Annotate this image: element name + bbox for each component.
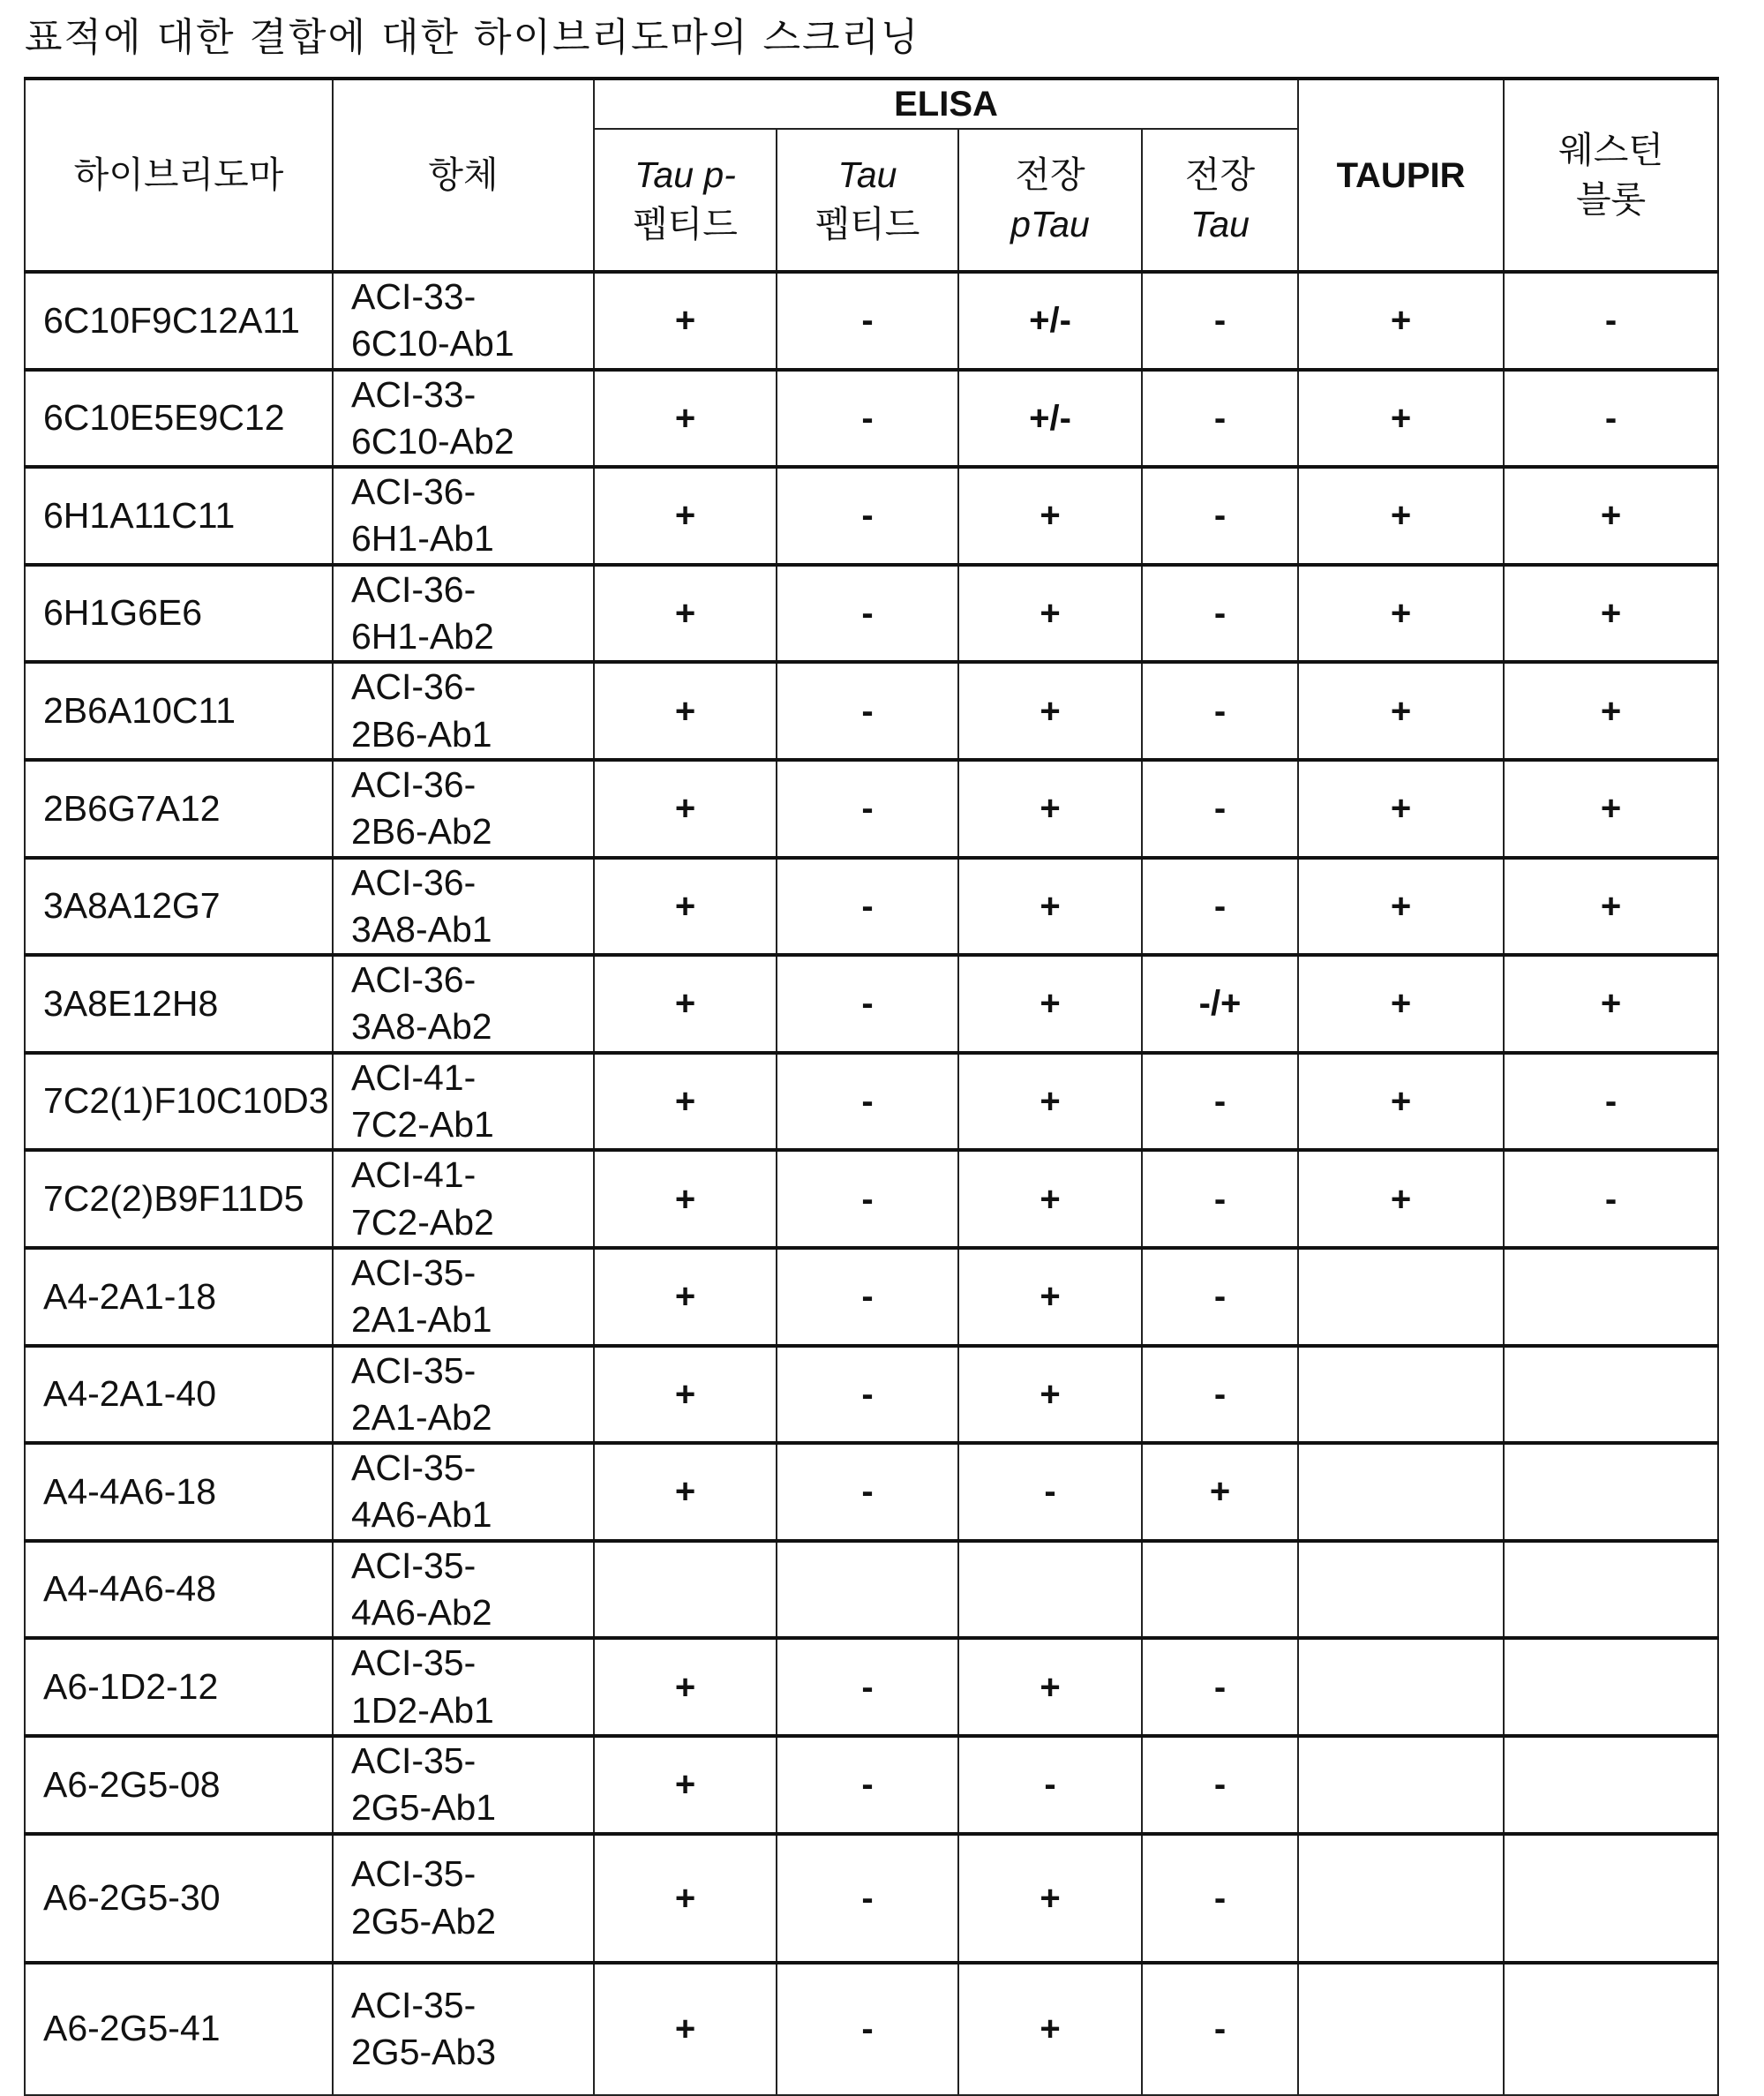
- result-cell: +: [594, 565, 777, 663]
- header-elisa-sub-3: [1142, 129, 1298, 272]
- result-cell: +: [594, 662, 777, 760]
- hybridoma-cell: 3A8E12H8: [25, 955, 333, 1053]
- result-cell: +: [594, 370, 777, 468]
- result-cell: -: [777, 1638, 958, 1736]
- result-cell: +: [1504, 955, 1718, 1053]
- hybridoma-cell: 7C2(2)B9F11D5: [25, 1150, 333, 1248]
- antibody-cell: [333, 1150, 594, 1248]
- result-cell: +: [594, 1346, 777, 1444]
- header-western-line2: 블롯: [1576, 179, 1646, 220]
- antibody-line2: 2B6-Ab2: [351, 811, 492, 852]
- antibody-line1: ACI-36-: [351, 959, 476, 1000]
- result-cell: -: [777, 1736, 958, 1834]
- header-sub-line2: pTau: [1010, 204, 1090, 244]
- result-cell: +: [594, 760, 777, 858]
- hybridoma-cell: 2B6A10C11: [25, 662, 333, 760]
- result-cell: -: [777, 272, 958, 370]
- table-row: [25, 1443, 1718, 1541]
- antibody-line1: ACI-36-: [351, 471, 476, 512]
- result-cell: -: [1142, 370, 1298, 468]
- result-cell: [1298, 1638, 1504, 1736]
- result-cell: +: [958, 955, 1142, 1053]
- hybridoma-cell: 2B6G7A12: [25, 760, 333, 858]
- header-elisa: ELISA: [594, 79, 1298, 129]
- antibody-line1: ACI-41-: [351, 1057, 476, 1098]
- result-cell: -: [777, 760, 958, 858]
- hybridoma-cell: A6-1D2-12: [25, 1638, 333, 1736]
- result-cell: -: [777, 1834, 958, 1963]
- header-sub-line2: 펩티드: [633, 204, 738, 244]
- result-cell: +: [958, 858, 1142, 956]
- result-cell: [1142, 1541, 1298, 1639]
- result-cell: -: [777, 1443, 958, 1541]
- result-cell: [1504, 1443, 1718, 1541]
- antibody-cell: [333, 370, 594, 468]
- antibody-line2: 2B6-Ab1: [351, 714, 492, 755]
- result-cell: -: [777, 858, 958, 956]
- antibody-line1: ACI-36-: [351, 862, 476, 903]
- result-cell: +: [594, 272, 777, 370]
- hybridoma-cell: A4-4A6-18: [25, 1443, 333, 1541]
- header-sub-line1: Tau p-: [634, 154, 736, 195]
- result-cell: +: [594, 1053, 777, 1151]
- result-cell: [1298, 1834, 1504, 1963]
- result-cell: -: [777, 565, 958, 663]
- table-row: [25, 1053, 1718, 1151]
- result-cell: -: [1142, 1053, 1298, 1151]
- result-cell: +: [1298, 272, 1504, 370]
- result-cell: -: [1142, 1346, 1298, 1444]
- antibody-cell: [333, 565, 594, 663]
- antibody-line2: 6C10-Ab1: [351, 323, 514, 364]
- result-cell: -: [1504, 1053, 1718, 1151]
- result-cell: +: [958, 1150, 1142, 1248]
- result-cell: +/-: [958, 370, 1142, 468]
- result-cell: [1298, 1541, 1504, 1639]
- result-cell: +: [958, 1963, 1142, 2095]
- result-cell: +: [958, 1834, 1142, 1963]
- result-cell: +: [1504, 858, 1718, 956]
- result-cell: -: [777, 1346, 958, 1444]
- header-antibody: 항체: [333, 79, 594, 272]
- result-cell: +: [594, 1150, 777, 1248]
- result-cell: +: [958, 1346, 1142, 1444]
- result-cell: +: [958, 760, 1142, 858]
- result-cell: -: [1142, 272, 1298, 370]
- result-cell: +: [1142, 1443, 1298, 1541]
- antibody-line2: 2G5-Ab3: [351, 2032, 496, 2072]
- result-cell: [1504, 1736, 1718, 1834]
- header-elisa-sub-1: [777, 129, 958, 272]
- hybridoma-cell: A6-2G5-08: [25, 1736, 333, 1834]
- result-cell: +: [958, 1248, 1142, 1346]
- result-cell: [594, 1541, 777, 1639]
- antibody-line2: 2G5-Ab1: [351, 1787, 496, 1828]
- result-cell: -: [958, 1736, 1142, 1834]
- result-cell: +: [958, 1638, 1142, 1736]
- antibody-line2: 6H1-Ab1: [351, 518, 494, 559]
- result-cell: +: [1504, 565, 1718, 663]
- hybridoma-cell: 7C2(1)F10C10D3: [25, 1053, 333, 1151]
- result-cell: -: [1142, 760, 1298, 858]
- result-cell: -: [1142, 1834, 1298, 1963]
- result-cell: -: [1504, 1150, 1718, 1248]
- result-cell: +: [958, 662, 1142, 760]
- result-cell: +: [594, 1736, 777, 1834]
- antibody-line2: 3A8-Ab1: [351, 909, 492, 950]
- result-cell: -: [777, 1963, 958, 2095]
- antibody-line2: 2G5-Ab2: [351, 1901, 496, 1942]
- antibody-line1: ACI-35-: [351, 1350, 476, 1391]
- result-cell: +: [594, 858, 777, 956]
- antibody-line1: ACI-35-: [351, 1447, 476, 1488]
- table-row: [25, 1150, 1718, 1248]
- antibody-line1: ACI-35-: [351, 1545, 476, 1586]
- table-row: [25, 1736, 1718, 1834]
- antibody-line2: 4A6-Ab1: [351, 1494, 492, 1535]
- result-cell: -: [777, 1150, 958, 1248]
- table-row: [25, 370, 1718, 468]
- page-title: 표적에 대한 결합에 대한 하이브리도마의 스크리닝: [25, 5, 920, 62]
- hybridoma-cell: A4-4A6-48: [25, 1541, 333, 1639]
- hybridoma-cell: 6C10E5E9C12: [25, 370, 333, 468]
- result-cell: [958, 1541, 1142, 1639]
- result-cell: +: [1298, 370, 1504, 468]
- result-cell: +: [958, 1053, 1142, 1151]
- result-cell: [1504, 1248, 1718, 1346]
- antibody-line2: 7C2-Ab1: [351, 1104, 494, 1145]
- antibody-cell: [333, 1638, 594, 1736]
- result-cell: +: [594, 1834, 777, 1963]
- result-cell: -: [1142, 467, 1298, 565]
- table-row: [25, 955, 1718, 1053]
- antibody-line1: ACI-35-: [351, 1740, 476, 1781]
- result-cell: -: [1142, 1248, 1298, 1346]
- antibody-cell: [333, 1346, 594, 1444]
- result-cell: -: [777, 662, 958, 760]
- antibody-cell: [333, 662, 594, 760]
- hybridoma-cell: 6H1G6E6: [25, 565, 333, 663]
- screening-table: [24, 77, 1719, 2096]
- result-cell: -: [777, 1248, 958, 1346]
- result-cell: +: [1504, 662, 1718, 760]
- antibody-cell: [333, 1541, 594, 1639]
- antibody-cell: [333, 1834, 594, 1963]
- result-cell: -: [1142, 858, 1298, 956]
- result-cell: +: [1298, 760, 1504, 858]
- result-cell: +: [1298, 662, 1504, 760]
- antibody-line1: ACI-36-: [351, 569, 476, 610]
- result-cell: [1298, 1248, 1504, 1346]
- hybridoma-cell: 6C10F9C12A11: [25, 272, 333, 370]
- result-cell: [1298, 1443, 1504, 1541]
- result-cell: -: [1142, 662, 1298, 760]
- result-cell: +: [594, 467, 777, 565]
- result-cell: -: [1142, 1638, 1298, 1736]
- antibody-cell: [333, 272, 594, 370]
- result-cell: +: [594, 1638, 777, 1736]
- hybridoma-cell: A4-2A1-40: [25, 1346, 333, 1444]
- result-cell: +: [1298, 955, 1504, 1053]
- antibody-line1: ACI-33-: [351, 276, 476, 317]
- result-cell: +: [1298, 565, 1504, 663]
- result-cell: -: [1504, 272, 1718, 370]
- result-cell: [777, 1541, 958, 1639]
- antibody-line2: 1D2-Ab1: [351, 1690, 494, 1731]
- table-row: [25, 1248, 1718, 1346]
- hybridoma-cell: 3A8A12G7: [25, 858, 333, 956]
- hybridoma-cell: A6-2G5-30: [25, 1834, 333, 1963]
- result-cell: -: [777, 955, 958, 1053]
- hybridoma-cell: A4-2A1-18: [25, 1248, 333, 1346]
- result-cell: [1504, 1834, 1718, 1963]
- antibody-line2: 2A1-Ab1: [351, 1299, 492, 1340]
- table-row: [25, 1834, 1718, 1963]
- antibody-line1: ACI-41-: [351, 1154, 476, 1195]
- result-cell: +: [1298, 1150, 1504, 1248]
- table-row: [25, 272, 1718, 370]
- result-cell: +: [1504, 760, 1718, 858]
- header-sub-line1: 전장: [1185, 154, 1255, 195]
- antibody-line1: ACI-36-: [351, 666, 476, 707]
- antibody-line2: 4A6-Ab2: [351, 1592, 492, 1633]
- antibody-line1: ACI-35-: [351, 1985, 476, 2025]
- antibody-line2: 6C10-Ab2: [351, 421, 514, 462]
- result-cell: +: [1298, 858, 1504, 956]
- result-cell: +: [1298, 467, 1504, 565]
- result-cell: -: [1142, 1963, 1298, 2095]
- table-row: [25, 1346, 1718, 1444]
- result-cell: -: [958, 1443, 1142, 1541]
- antibody-line2: 3A8-Ab2: [351, 1006, 492, 1047]
- antibody-cell: [333, 858, 594, 956]
- table-row: [25, 1541, 1718, 1639]
- table-row: [25, 1638, 1718, 1736]
- result-cell: [1298, 1736, 1504, 1834]
- result-cell: -: [1504, 370, 1718, 468]
- header-western-blot: [1504, 79, 1718, 272]
- result-cell: -: [1142, 565, 1298, 663]
- result-cell: -: [1142, 1150, 1298, 1248]
- hybridoma-cell: 6H1A11C11: [25, 467, 333, 565]
- table-row: [25, 565, 1718, 663]
- antibody-line2: 7C2-Ab2: [351, 1202, 494, 1243]
- result-cell: +: [594, 955, 777, 1053]
- antibody-cell: [333, 1053, 594, 1151]
- result-cell: +: [594, 1443, 777, 1541]
- antibody-line1: ACI-35-: [351, 1642, 476, 1683]
- result-cell: +: [594, 1248, 777, 1346]
- result-cell: [1504, 1346, 1718, 1444]
- result-cell: +: [1298, 1053, 1504, 1151]
- result-cell: -: [777, 1053, 958, 1151]
- antibody-line1: ACI-35-: [351, 1853, 476, 1894]
- antibody-line2: 6H1-Ab2: [351, 616, 494, 657]
- result-cell: [1298, 1963, 1504, 2095]
- result-cell: -/+: [1142, 955, 1298, 1053]
- header-sub-line2: Tau: [1190, 204, 1250, 244]
- header-sub-line2: 펩티드: [815, 204, 920, 244]
- result-cell: -: [777, 370, 958, 468]
- antibody-cell: [333, 1736, 594, 1834]
- header-hybridoma: 하이브리도마: [25, 79, 333, 272]
- header-western-line1: 웨스턴: [1558, 130, 1663, 170]
- hybridoma-cell: A6-2G5-41: [25, 1963, 333, 2095]
- antibody-line2: 2A1-Ab2: [351, 1397, 492, 1438]
- antibody-line1: ACI-35-: [351, 1252, 476, 1293]
- antibody-cell: [333, 955, 594, 1053]
- result-cell: [1504, 1963, 1718, 2095]
- table-row: [25, 1963, 1718, 2095]
- antibody-line1: ACI-36-: [351, 764, 476, 805]
- result-cell: -: [777, 467, 958, 565]
- header-elisa-sub-0: [594, 129, 777, 272]
- header-sub-line1: 전장: [1015, 154, 1085, 195]
- result-cell: [1504, 1541, 1718, 1639]
- table-row: [25, 467, 1718, 565]
- antibody-cell: [333, 760, 594, 858]
- antibody-line1: ACI-33-: [351, 374, 476, 415]
- result-cell: +: [958, 467, 1142, 565]
- header-elisa-sub-2: [958, 129, 1142, 272]
- antibody-cell: [333, 1443, 594, 1541]
- antibody-cell: [333, 467, 594, 565]
- header-taupir: TAUPIR: [1298, 79, 1504, 272]
- result-cell: -: [1142, 1736, 1298, 1834]
- result-cell: [1504, 1638, 1718, 1736]
- result-cell: [1298, 1346, 1504, 1444]
- result-cell: +: [958, 565, 1142, 663]
- header-sub-line1: Tau: [838, 154, 897, 195]
- result-cell: +/-: [958, 272, 1142, 370]
- antibody-cell: [333, 1963, 594, 2095]
- table-row: [25, 662, 1718, 760]
- table-row: [25, 858, 1718, 956]
- table-row: [25, 760, 1718, 858]
- antibody-cell: [333, 1248, 594, 1346]
- result-cell: +: [594, 1963, 777, 2095]
- result-cell: +: [1504, 467, 1718, 565]
